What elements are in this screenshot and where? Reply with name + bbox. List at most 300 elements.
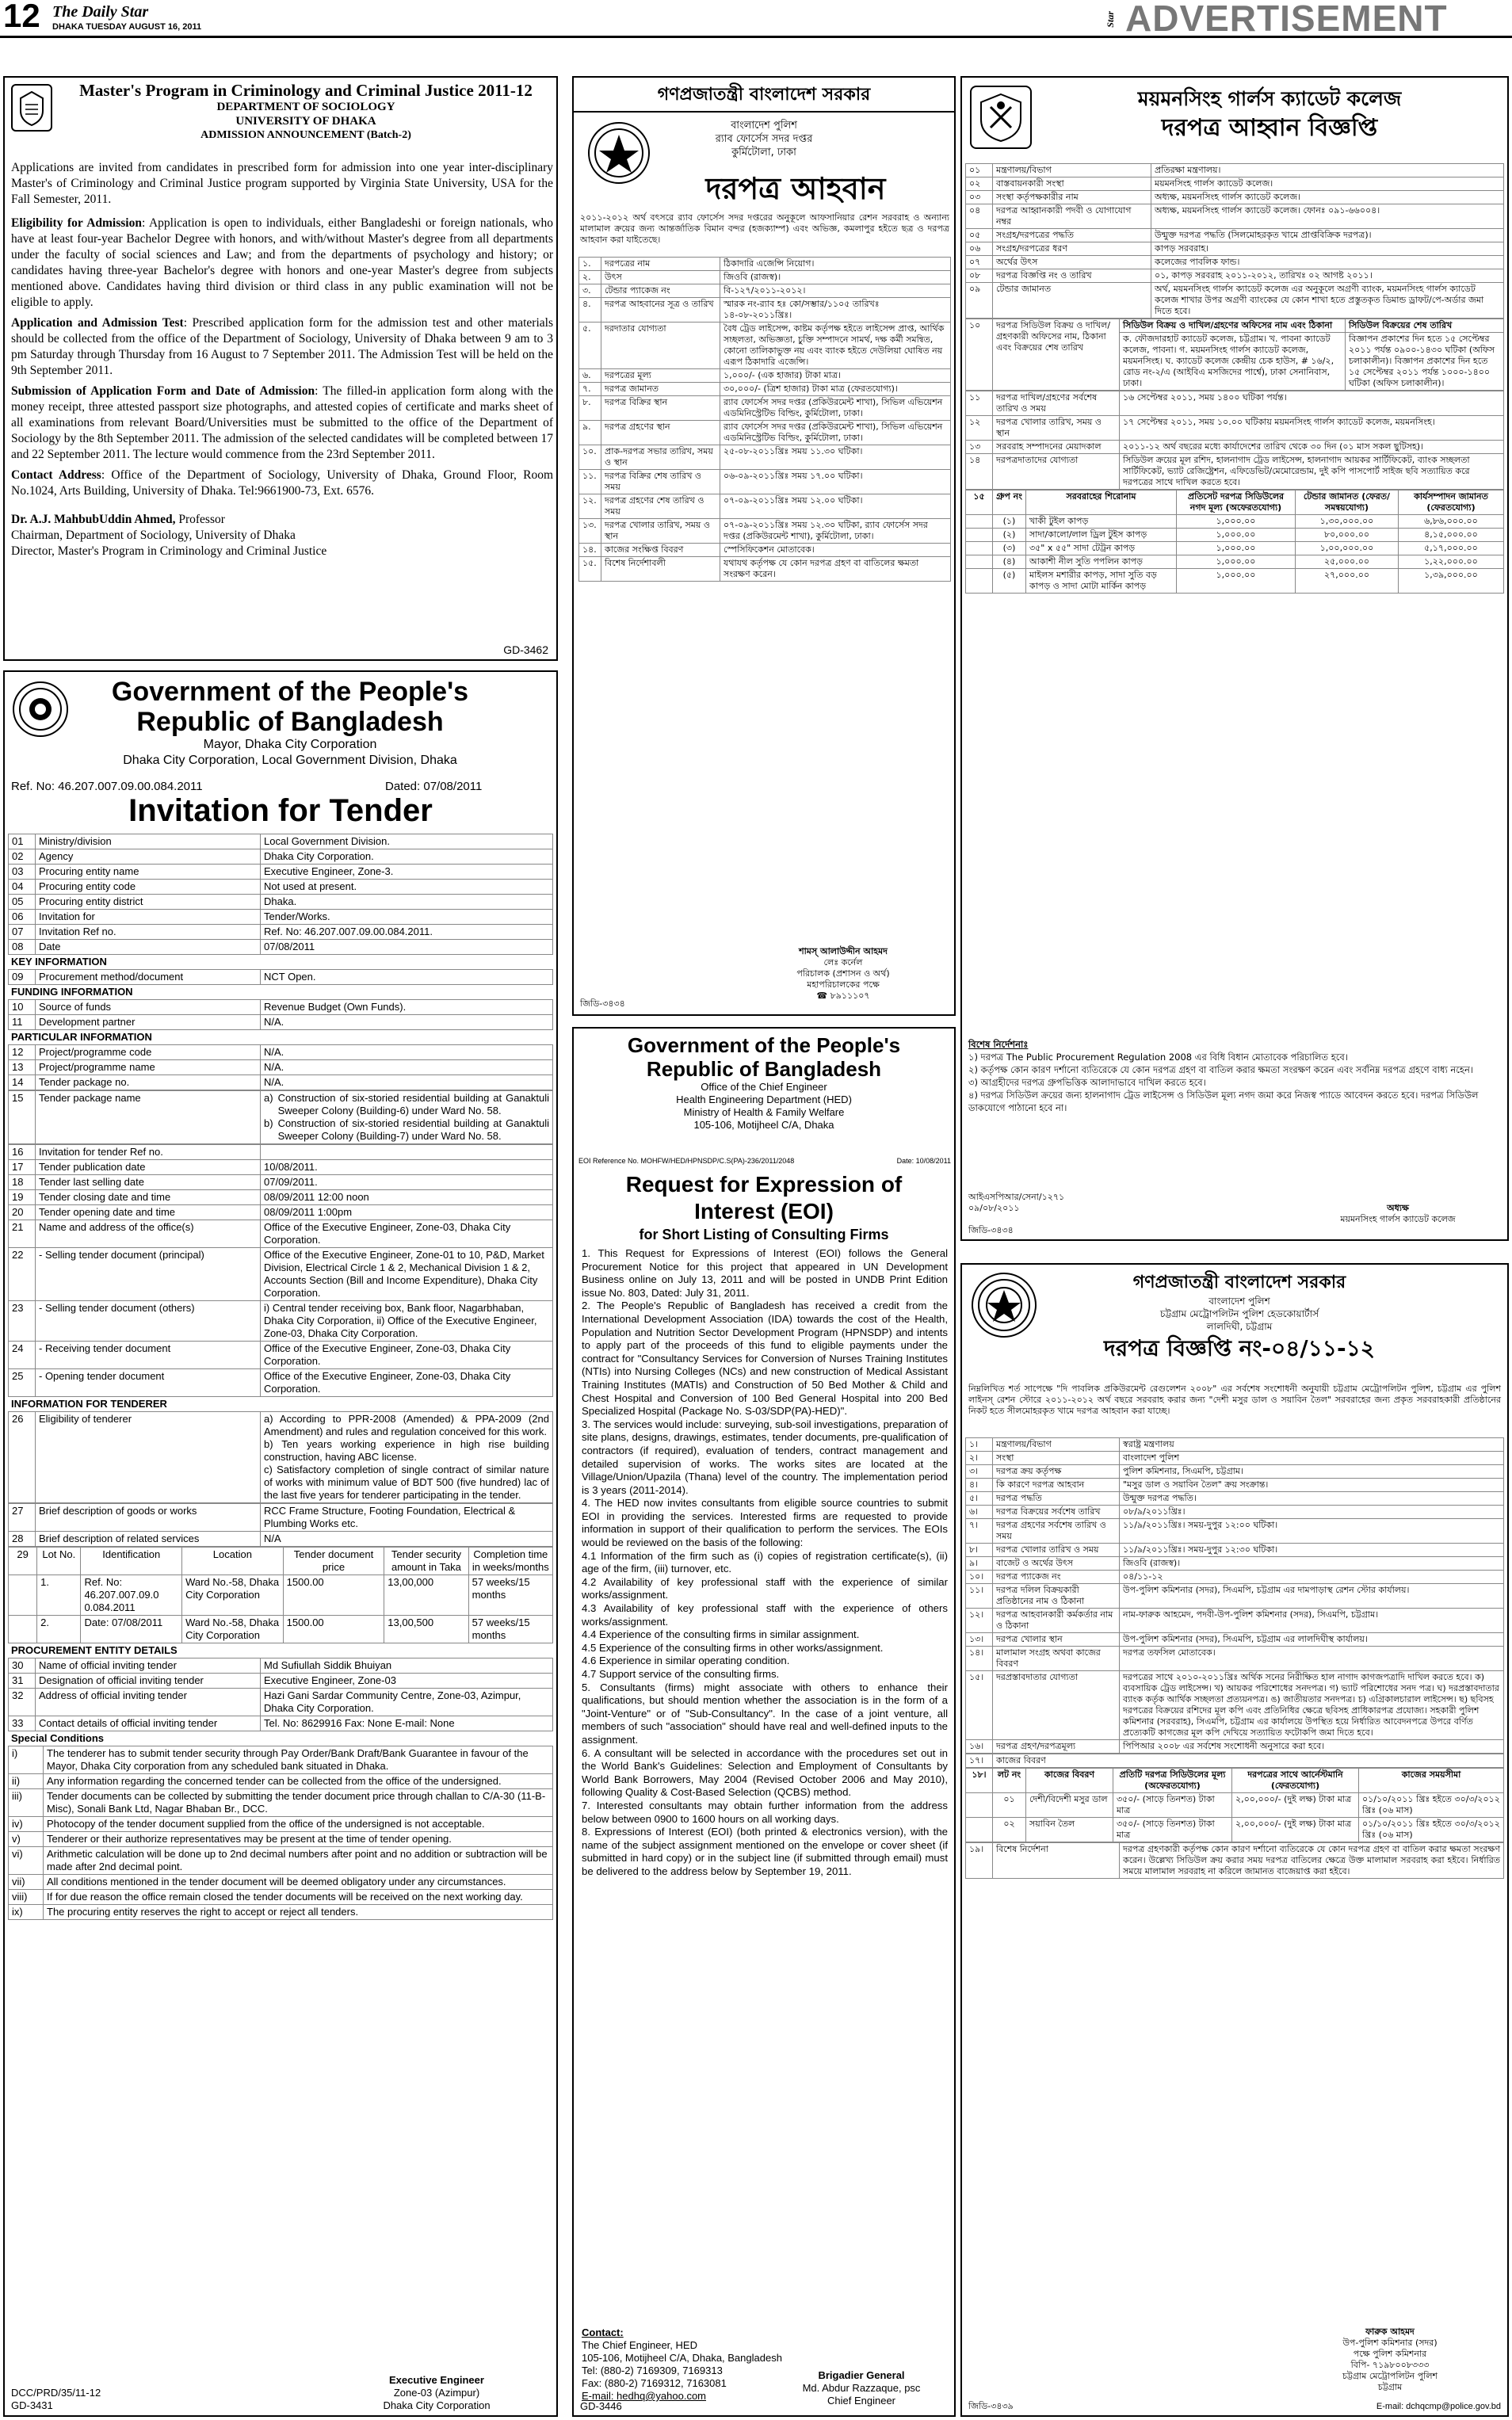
table-cell: ১৬ সেপ্টেম্বর ২০১১, সময় ১৪০০ ঘটিকা পর্যন্ত।: [1120, 391, 1504, 416]
table-cell: ৫,১৭,০০০.০০: [1399, 542, 1504, 555]
table-cell: ৩।: [966, 1465, 993, 1479]
special-heading: বিশেষ নির্দেশনাঃ: [968, 1039, 1029, 1050]
table-cell: দরপত্র খোলার স্থান: [993, 1633, 1120, 1647]
table-cell: 16: [9, 1145, 36, 1160]
table-cell: উন্মুক্ত দরপত্র পদ্ধতি।: [1120, 1492, 1504, 1506]
university-logo-icon: [11, 84, 52, 132]
table-cell: Name and address of the office(s): [36, 1220, 261, 1248]
table-row: [966, 441, 1504, 454]
signatory-org: চট্টগ্রাম মেট্রোপলিটন পুলিশ: [1342, 2371, 1438, 2381]
table-cell: 07: [9, 925, 36, 940]
table-cell: বিশেষ নির্দেশাবলী: [601, 557, 720, 582]
table-row: [9, 1716, 553, 1731]
table-cell: 08: [9, 940, 36, 955]
table-cell: ১,০০০.০০: [1177, 542, 1296, 555]
ad-title: Master's Program in Criminology and Criminal Justice 2011-12: [79, 81, 533, 100]
eoi-paragraph: 4.2 Availability of key professional staff with the experience of similar works/assignment.: [582, 1575, 948, 1601]
tender-package-row: 15 Tender package name a) Construction of six-storied residential building at Ganaktuli Sweeper Colony (Building-6) under Ward No. 58. b) Construction of six-storied residential building at Ganaktuli Sweeper Colony (Building-7) under Ward No. 58.: [8, 1090, 553, 1144]
table-cell: ২.: [579, 271, 601, 284]
table-cell: ৯.: [579, 421, 601, 445]
table-cell: দরপত্র আহবানের সূত্র ও তারিখ: [601, 298, 720, 323]
table-cell: 23: [9, 1301, 36, 1342]
ref-number: Ref. No: 46.207.007.09.00.084.2011: [11, 780, 203, 793]
tender-table-e: [8, 1144, 553, 1397]
table-cell: Arithmetic calculation will be done up to 2nd decimal numbers after point and no addition or subtraction will be made after 2nd decimal point.: [44, 1847, 553, 1875]
table-cell: Invitation Ref no.: [36, 925, 261, 940]
table-cell: Date: 07/08/2011: [81, 1616, 182, 1643]
table-cell: Office of the Executive Engineer, Zone-03, Dhaka City Corporation.: [261, 1220, 553, 1248]
table-cell: ২৫-০৮-২০১১খ্রিঃ সময় ১১.৩০ ঘটিকা।: [720, 445, 951, 470]
table-row: [966, 529, 1504, 542]
special-note: ৪) দরপত্র সিডিউল ক্রয়ের জন্য হালনাগাদ ট্রেড লাইসেন্স ও সিডিউল মূল্য নগদ জমা করে নিজস্ব প্যাডে আবেদন করতে হবে। দরপত্র সিডিউল ডাকযোগে পাঠানো হবে না।: [968, 1090, 1479, 1113]
table-cell: বাংলাদেশ পুলিশ: [1120, 1452, 1504, 1465]
table-cell: (২): [993, 529, 1026, 542]
table-cell: (৩): [993, 542, 1026, 555]
table-cell: অর্থের উৎস: [993, 256, 1151, 269]
table-row: [966, 177, 1504, 191]
table-row: [579, 519, 951, 544]
table-cell: Invitation for: [36, 910, 261, 925]
table-row: [9, 865, 553, 880]
table-row: [966, 555, 1504, 569]
table-cell: Revenue Budget (Own Funds).: [261, 1000, 553, 1015]
table-cell: ১২.: [579, 494, 601, 519]
table-cell: ০৫: [966, 229, 993, 242]
table-cell: Md Sufiullah Siddik Bhuiyan: [261, 1659, 553, 1674]
address-line: 105-106, Motijheel C/A, Dhaka: [693, 1119, 834, 1131]
corp-line: Dhaka City Corporation, Local Government Division, Dhaka: [123, 754, 457, 767]
table-row: [966, 1671, 1504, 1740]
table-row: [9, 1145, 553, 1160]
table-cell: দরপত্র প্যাকেজ নং: [993, 1571, 1120, 1584]
notice-heading: দরপত্র আহ্বান বিজ্ঞপ্তি: [1161, 114, 1378, 142]
table-cell: Brief description of goods or works: [36, 1504, 261, 1532]
signatory-title: Chairman, Department of Sociology, University of Dhaka: [11, 529, 296, 542]
table-cell: Ref. No: 46.207.007.09.0 0.084.2011: [81, 1575, 182, 1616]
table-cell: Tender package no.: [36, 1075, 261, 1090]
newspaper-name: The Daily Star: [52, 3, 149, 21]
table-cell: ২৭,০০০.০০: [1296, 569, 1399, 594]
table-cell: ০৩: [966, 191, 993, 204]
table-cell: বি-১২৭/২০১১-২০১২।: [720, 284, 951, 298]
table-cell: [966, 569, 993, 594]
table-cell: Project/programme code: [36, 1045, 261, 1060]
table-cell: স্বরাষ্ট্র মন্ত্রণালয়: [1120, 1438, 1504, 1452]
tender-table-g: [8, 1658, 553, 1731]
table-row: [966, 1609, 1504, 1633]
notice-heading: দরপত্র বিজ্ঞপ্তি নং-০৪/১১-১২: [1104, 1335, 1375, 1361]
table-cell: 19: [9, 1190, 36, 1205]
table-cell: i) Central tender receiving box, Bank floor, Nagarbhaban, Dhaka City Corporation, ii) Office of the Executive Engineer, Zone-03, Dhaka City Corporation.: [261, 1301, 553, 1342]
table-cell: NCT Open.: [261, 970, 553, 985]
table-cell: [966, 542, 993, 555]
table-cell: ০৭-০৯-২০১১খ্রিঃ সময় ১২.০০ ঘটিকা।: [720, 494, 951, 519]
table-cell: ১৫.: [579, 557, 601, 582]
table-row: [579, 271, 951, 284]
table-cell: 14: [9, 1075, 36, 1090]
table-cell: ৪।: [966, 1479, 993, 1492]
table-cell: 1500.00: [283, 1616, 384, 1643]
star-logo: Star: [1105, 11, 1116, 28]
table-cell: ৫।: [966, 1492, 993, 1506]
table-row: [966, 1584, 1504, 1609]
table-cell: ১০।: [966, 1571, 993, 1584]
table-cell: দরপত্র তফসিল মোতাবেক।: [1120, 1647, 1504, 1671]
signatory-title: Chief Engineer: [827, 2395, 895, 2407]
special-note: ২) কর্তৃপক্ষ কোন কারণ দর্শানো ব্যতিরেকে যে কোন দরপত্র গ্রহণ বা বাতিল করার ক্ষমতা সংরক্ষণ করেন এবং সর্বনিম্ন দরপত্র গ্রহণে বাধ্য নহেন।: [968, 1064, 1473, 1075]
table-cell: জিওবি (রাজস্ব)।: [1120, 1557, 1504, 1571]
table-row: [966, 1571, 1504, 1584]
table-cell: উপ-পুলিশ কমিশনার (সদর), সিএমপি, চট্টগ্রাম এর লালদিঘীস্থ কার্যালয়।: [1120, 1633, 1504, 1647]
table-cell: (৫): [993, 569, 1026, 594]
table-cell: 02: [9, 849, 36, 865]
intro-paragraph: Applications are invited from candidates in prescribed form for admission into one year inter-disciplinary Master's of Criminology and Criminal Justice program supported by Virginia State University, USA for the Fall Semester, 2011.: [11, 161, 553, 206]
section-title: ADVERTISEMENT: [1125, 0, 1448, 39]
office-line: Office of the Chief Engineer: [701, 1081, 827, 1093]
table-row: [966, 256, 1504, 269]
police-emblem-icon: [972, 1273, 1037, 1338]
table-cell: দরদাতার যোগ্যতা: [601, 323, 720, 369]
table-cell: ০৪/১১-১২: [1120, 1571, 1504, 1584]
table-cell: সয়াবিন তৈল: [1026, 1818, 1113, 1842]
signatory-behalf: মহাপরিচালকের পক্ষে: [807, 979, 880, 990]
contact-fax: Fax: (880-2) 7169312, 7163081: [582, 2377, 727, 2389]
table-row: [966, 1452, 1504, 1465]
table-row: [9, 1847, 553, 1875]
table-cell: Source of funds: [36, 1000, 261, 1015]
table-cell: Tender documents can be collected by submitting the tender document price through challan to C/A-30 (11-B-Misc), Sonali Bank Ltd, Nagar Bhaban Br., DCC.: [44, 1789, 553, 1817]
table-cell: দরপ্রস্তাবদাতার যোগ্যতা: [993, 1671, 1120, 1740]
table-cell: Ward No.-58, Dhaka City Corporation: [182, 1575, 284, 1616]
table-row: [9, 834, 553, 849]
table-cell: ৬।: [966, 1506, 993, 1519]
table-cell: অধ্যক্ষ, ময়মনসিংহ গার্লস ক্যাডেট কলেজ। ফোনঃ ০৯১-৬৬০০৪।: [1151, 204, 1504, 229]
signatory-zone: Zone-03 (Azimpur): [393, 2387, 480, 2399]
table-cell: ৭.: [579, 383, 601, 396]
phone-line: ☎ ৮৯১১১০৭: [816, 991, 870, 1001]
table-row: [966, 1465, 1504, 1479]
table-cell: Local Government Division.: [261, 834, 553, 849]
table-cell: Dhaka.: [261, 895, 553, 910]
dcc-tender-ad: [3, 670, 558, 2417]
table-cell: ০৭: [966, 256, 993, 269]
table-cell: 13,00,000: [384, 1575, 468, 1616]
table-cell: টেন্ডার প্যাকেজ নং: [601, 284, 720, 298]
table-cell: দরপত্র গ্রহণের শেষ তারিখ ও সময়: [601, 494, 720, 519]
table-cell: Project/programme name: [36, 1060, 261, 1075]
table-cell: 07/08/2011: [261, 940, 553, 955]
table-row: [9, 1220, 553, 1248]
table-cell: বাস্তবায়নকারী সংস্থা: [993, 177, 1151, 191]
gd-number: GD-3446: [580, 2400, 622, 2412]
table-row: [966, 1438, 1504, 1452]
signatory-name: শামস্ আলাউদ্দীন আহমদ: [799, 946, 888, 956]
table-cell: 1.: [37, 1575, 81, 1616]
signatory-name: Md. Abdur Razzaque, psc: [802, 2382, 921, 2394]
table-cell: ০১/১০/২০১১ খ্রিঃ হইতে ৩০/৩/২০১২ খ্রিঃ (০৬ মাস): [1359, 1818, 1504, 1842]
table-cell: ১৪: [966, 454, 993, 490]
table-cell: নাম-ফারুক আহমেদ, পদবী-উপ-পুলিশ কমিশনার (সদর), সিএমপি, চট্টগ্রাম।: [1120, 1609, 1504, 1633]
contact-email[interactable]: E-mail: dchqcmp@police.gov.bd: [1376, 2402, 1501, 2411]
title-banner: গণপ্রজাতন্ত্রী বাংলাদেশ সরকার: [574, 78, 954, 113]
eoi-paragraph: 3. The services would include: surveying, sub-soil investigations, preparation of site plans, designs, drawings, estimates, tender documents, pre-qualification of contractors (if required), evaluation of tenders, contract management and detailed supervision of works. The works sites are located at the Village/Union/Upazila (Thana) level of the country. The implementation period is 3 years (2011-2014).: [582, 1418, 948, 1496]
table-row: [966, 1519, 1504, 1544]
table-row: [966, 242, 1504, 256]
table-cell: ii): [9, 1774, 44, 1789]
signatory-rank: উপ-পুলিশ কমিশনার (সদর): [1342, 2338, 1438, 2348]
table-cell: ১১।: [966, 1584, 993, 1609]
phone-icon: ☎: [816, 991, 830, 1001]
cadet-table-a: [965, 163, 1504, 319]
contact-tel: Tel: (880-2) 7169309, 7169313: [582, 2365, 723, 2376]
table-row: [9, 1875, 553, 1890]
table-cell: দরপত্র দাখিল/গ্রহণের সর্বশেষ তারিখ ও সময়: [993, 391, 1120, 416]
table-cell: বৈধ ট্রেড লাইসেন্স, কাষ্টম কর্তৃপক্ষ হইতে লাইসেন্স প্রাপ্ত, আর্থিক সচ্ছলতা, অভিজ্ঞতা, চুক্তি সম্পাদনে সামর্থ, দক্ষ কর্মী সমন্বিত, কোনো তালিকাভুক্ত নয় এবং ব্যাংক হইতে দেউলিয়া ঘোষিত নয় এরূপ ঠিকাদারি এজেন্সি।: [720, 323, 951, 369]
table-cell: Office of the Executive Engineer, Zone-03, Dhaka City Corporation.: [261, 1369, 553, 1397]
table-cell: ২০১১-১২ অর্থ বছরের মধ্যে কার্যাদেশের তারিখ থেকে ৩০ দিন (০১ মাস সকল ছুটিসহ)।: [1120, 441, 1504, 454]
table-row: [9, 1674, 553, 1689]
table-cell: N/A.: [261, 1015, 553, 1030]
table-cell: iv): [9, 1817, 44, 1832]
table-cell: vi): [9, 1847, 44, 1875]
contact-address: 105-106, Motijheel C/A, Dhaka, Bangladesh: [582, 2352, 782, 2364]
table-row: [9, 1015, 553, 1030]
table-cell: কলেজের পাবলিক ফান্ড।: [1151, 256, 1504, 269]
table-cell: সিডিউল ক্রয়ের মূল রশিদ, হালনাগাদ ট্রেড লাইসেন্স, হালনাগাদ আয়কর সার্টিফিকেট, ব্যাংক সচ্ছলতা সার্টিফিকেট, ভ্যাট রেজিষ্ট্রেশন, এফিডেভিট/মেমোরেন্ডাম, দুই কপি পাসপোর্ট সাইজ ছবি সত্যায়িত করে দরপত্রের সাথে দাখিল করতে হবে।: [1120, 454, 1504, 490]
table-cell: (১): [993, 515, 1026, 529]
table-cell: ০৯: [966, 283, 993, 319]
table-cell: ১১/৯/২০১১খ্রিঃ। সময়-দুপুর ১২:৩০ ঘটিকা।: [1120, 1544, 1504, 1557]
table-cell: Procuring entity name: [36, 865, 261, 880]
table-row: [966, 1506, 1504, 1519]
table-row: [9, 1774, 553, 1789]
table-row: [579, 369, 951, 383]
intro-paragraph: ২০১১-২০১২ অর্থ বৎসরে র‍্যাব ফোর্সেস সদর দপ্তরের অনুকূলে আফসানিয়ার রেশন সরবরাহ ও অন্যান্য মালামাল ক্রয়ের জন্য আন্তর্জাতিক বিমান বন্দর (হজক্যাম্প) এবং অভিজ্ঞ, কমলাপুর হইতে ছত্র ও দরপত্র আহবান করা যাইতেছে।: [580, 212, 949, 245]
announcement: ADMISSION ANNOUNCEMENT (Batch-2): [200, 129, 411, 141]
signatory-title: Executive Engineer: [389, 2374, 484, 2386]
table-cell: ২।: [966, 1452, 993, 1465]
table-cell: Dhaka City Corporation.: [261, 849, 553, 865]
gd-number: জিডি-৩৪৩৪: [968, 1225, 1014, 1235]
criminology-admission-ad: [3, 76, 558, 661]
rab-tender-ad: [572, 76, 956, 1016]
table-cell: Agency: [36, 849, 261, 865]
notice-date: ০৯/০৮/২০১১: [968, 1203, 1020, 1213]
signatory: Dr. A.J. MahbubUddin Ahmed, Professor: [11, 513, 225, 526]
table-cell: 2.: [37, 1616, 81, 1643]
table-cell: Tender publication date: [36, 1160, 261, 1175]
table-cell: ১,৩৯,০০০.০০: [1399, 569, 1504, 594]
table-cell: 57 weeks/15 months: [468, 1575, 552, 1616]
table-cell: ১,০০০/- (এক হাজার) টাকা মাত্র।: [720, 369, 951, 383]
table-row: [9, 970, 553, 985]
signatory-role: Director, Master's Program in Criminology and Criminal Justice: [11, 544, 327, 558]
table-cell: Not used at present.: [261, 880, 553, 895]
ministry-line: Ministry of Health & Family Welfare: [683, 1106, 845, 1118]
table-cell: 04: [9, 880, 36, 895]
table-cell: ১৩.: [579, 519, 601, 544]
submission-paragraph: Submission of Application Form and Date of Admission: The filled-in application form along with the money receipt, three attested passport size photographs, and attested copies of certificate and marks sheet of all examinations from relevant Board/Universities must be submitted to the office of the Department of Sociology by the 8th September 2011. The admission of the selected candidates will be completed between 17 and 22 September 2011. The lecture would commence from the 23rd September 2011.: [11, 384, 553, 461]
table-row: [966, 1740, 1504, 1754]
table-cell: Office of the Executive Engineer, Zone-01 to 10, P&D, Market Division, Electrical Circle 1 & 2, Mechanical Division 1 & 2, Accounts Section (Bill and Income Expenditure), Dhaka City Corporation.: [261, 1248, 553, 1301]
college-name: ময়মনসিংহ গার্লস ক্যাডেট কলেজ: [1137, 87, 1402, 110]
table-cell: ০১, কাপড় সরবরাহ ২০১১-২০১২, তারিখঃ ০২ আগষ্ট ২০১১।: [1151, 269, 1504, 283]
table-row: [9, 1205, 553, 1220]
gov-title-2: Republic of Bangladesh: [646, 1057, 882, 1081]
table-cell: 08/09/2011 12:00 noon: [261, 1190, 553, 1205]
eoi-date: Date: 10/08/2011: [896, 1157, 951, 1165]
government-seal-icon: [13, 681, 68, 737]
eoi-heading-1: Request for Expression of: [625, 1172, 903, 1197]
table-cell: Tender/Works.: [261, 910, 553, 925]
tender-heading: Invitation for Tender: [128, 793, 433, 828]
table-cell: সংগ্রহ/দরপত্রের পদ্ধতি: [993, 229, 1151, 242]
contact-email[interactable]: E-mail: hedhq@yahoo.com: [582, 2390, 706, 2402]
table-cell: Name of official inviting tender: [36, 1659, 261, 1674]
table-cell: ১৭ সেপ্টেম্বর ২০১১, সময় ১০.০০ ঘটিকায় ময়মনসিংহ গার্লস ক্যাডেট কলেজ, ময়মনসিংহ।: [1120, 416, 1504, 441]
admission-test-paragraph: Application and Admission Test: Prescribed application form for the admission test and other materials should be collected from the office of the Department of Sociology, University of Dhaka between 9 am to 3 pm Saturday through Thursday from 16 August to 7 September 2011. The Admission Test will be held on the 9th September 2011.: [11, 316, 553, 377]
table-cell: 03: [9, 865, 36, 880]
table-cell: ৬.: [579, 369, 601, 383]
eoi-paragraph: 2. The People's Republic of Bangladesh has received a credit from the International Development Association (IDA) towards the cost of the Health, Population and Nutrition Sector Development Program (HPNSDP) and intents to apply part of the proceeds of this fund to eligible payments under the contract for "Consultancy Services for Conversion of Nurses Training Institutes (NTIs) into Nursing Colleges (NCs) and new construction of Medical Assistant Training Institutes (MATIs) and Construction of 50 Bed Mother & Child and Chest Hospital and Conversion of 100 Bed General Hospital into 200 Bed Specialized Hospital (Package No. S-03/SDP(PA)-HED)".: [582, 1300, 948, 1418]
table-cell: দরপত্রের নাম: [601, 258, 720, 271]
tender-table-c: [8, 999, 553, 1030]
special-note: ১) দরপত্র The Public Procurement Regulation 2008 এর বিধি বিধান মোতাবেক পরিচালিত হবে।: [968, 1052, 1348, 1063]
table-cell: Invitation for tender Ref no.: [36, 1145, 261, 1160]
table-cell: Executive Engineer, Zone-03: [261, 1674, 553, 1689]
table-cell: ১৪.: [579, 544, 601, 557]
table-row: [579, 470, 951, 494]
table-cell: 01: [9, 834, 36, 849]
eligibility-row: 26 Eligibility of tenderer a) According to PPR-2008 (Amended) & PPA-2009 (2nd Amendment) and rules and regulation conceived for this work. b) Ten years working experience in high rise building construction, having ABC license. c) Satisfactory completion of single contract of similar nature of works with minimum value of BDT 500 (five hundred) lac of the last five years for tenderer participating in the tender.: [8, 1411, 553, 1503]
table-cell: প্রতিরক্ষা মন্ত্রণালয়।: [1151, 164, 1504, 177]
table-cell: দরপত্র বিক্রির স্থান: [601, 396, 720, 421]
eligibility-paragraph: Eligibility for Admission: Application is open to individuals, either Bangladeshi or foreign nationals, who have at least four-year Bachelor Degree with honors, and with/without Master's degree from all departments under the faculty of social sciences and Law; and from the departments of psychology and history; or candidates having three-year Bachelor's degree with honors and one-year Master's degree from subjects mentioned above. Candidates having third division or third class in any public examination will not be eligible to apply.: [11, 216, 553, 309]
table-cell: ৩৫" x ৫৫" সাদা টেট্রন কাপড়: [1026, 542, 1177, 555]
table-cell: অধ্যক্ষ, ময়মনসিংহ গার্লস ক্যাডেট কলেজ।: [1151, 191, 1504, 204]
table-row: [966, 515, 1504, 529]
table-cell: 17: [9, 1160, 36, 1175]
table-row: [9, 849, 553, 865]
contact-heading: Contact:: [582, 2326, 624, 2338]
hed-eoi-ad: [572, 1027, 956, 2417]
table-row: [9, 1190, 553, 1205]
cadet-table-b: [965, 391, 1504, 490]
table-cell: দরপত্র দলিল বিক্রয়কারী প্রতিষ্ঠানের নাম ও ঠিকানা: [993, 1584, 1120, 1609]
table-row: [579, 445, 951, 470]
table-cell: Executive Engineer, Zone-3.: [261, 865, 553, 880]
gov-title-2: Republic of Bangladesh: [136, 707, 444, 737]
table-cell: ০১/১০/২০১১ খ্রিঃ হইতে ৩০/৩/২০১২ খ্রিঃ (০৬ মাস): [1359, 1793, 1504, 1818]
eoi-paragraph: 4.3 Availability of key professional staff with the experience of others works/assignment.: [582, 1602, 948, 1628]
table-cell: 57 weeks/15 months: [468, 1616, 552, 1643]
table-cell: The procuring entity reserves the right to accept or reject all tenders.: [44, 1905, 553, 1920]
table-row: [966, 1492, 1504, 1506]
table-cell: ৩০,০০০/- (ত্রিশ হাজার) টাকা মাত্র (ফেরতযোগ্য)।: [720, 383, 951, 396]
table-cell: দরপত্র পদ্ধতি: [993, 1492, 1120, 1506]
signatory-title: অধ্যক্ষ: [1387, 1203, 1409, 1213]
table-cell: ১,০০০.০০: [1177, 569, 1296, 594]
table-cell: Any information regarding the concerned tender can be collected from the office of the undersigned.: [44, 1774, 553, 1789]
particular-heading: PARTICULAR INFORMATION: [11, 1031, 152, 1043]
eoi-subheading: for Short Listing of Consulting Firms: [639, 1227, 889, 1242]
cadet-college-crest-icon: [970, 86, 1032, 149]
table-cell: Hazi Gani Sardar Community Centre, Zone-03, Azimpur, Dhaka City Corporation.: [261, 1689, 553, 1716]
table-row: [9, 1616, 553, 1643]
table-cell: 28: [9, 1532, 36, 1547]
table-cell: সংগ্রহ/দরপত্রের ধরণ: [993, 242, 1151, 256]
table-cell: ১.: [579, 258, 601, 271]
table-cell: ১১/৯/২০১১খ্রিঃ। সময়-দুপুর ১২:০০ ঘটিকা।: [1120, 1519, 1504, 1544]
edition-date: DHAKA TUESDAY AUGUST 16, 2011: [52, 22, 202, 32]
table-cell: ০৮/৯/২০১১খ্রিঃ।: [1120, 1506, 1504, 1519]
eoi-body: [582, 1247, 948, 1879]
table-cell: দরপত্র বিজ্ঞপ্তি নং ও তারিখ: [993, 269, 1151, 283]
table-row: [9, 1175, 553, 1190]
table-row: [9, 1689, 553, 1716]
tender-table-b: [8, 969, 553, 985]
eoi-paragraph: 4.5 Experience of the consulting firms in other works/assignment.: [582, 1641, 884, 1654]
table-cell: দরপত্রদাতাদের যোগ্যতা: [993, 454, 1120, 490]
table-cell: 33: [9, 1716, 36, 1731]
table-row: [9, 1075, 553, 1090]
gd-number: জিডি-৩৪৩৪: [580, 998, 625, 1009]
contact-name: The Chief Engineer, HED: [582, 2339, 697, 2351]
table-cell: 05: [9, 895, 36, 910]
table-cell: অর্থ, ময়মনসিংহ গার্লস ক্যাডেট কলেজ এর অনুকূলে অগ্রণী ব্যাংক, ময়মনসিংহ গার্লস ক্যাডেট কলেজ শাখার উপর অগ্রণী ব্যাংকের যে কোন শাখা হতে প্রস্তুতকৃত ডিমান্ড ড্রাফট/পে-অর্ডার জমা দিতে হবে।: [1151, 283, 1504, 319]
table-cell: ix): [9, 1905, 44, 1920]
conditions-table: [8, 1746, 553, 1920]
table-row: [9, 1369, 553, 1397]
table-cell: দরপত্র গ্রহণের সর্বশেষ তারিখ ও সময়: [993, 1519, 1120, 1544]
table-cell: ০৮: [966, 269, 993, 283]
table-cell: উন্মুক্ত দরপত্র পদ্ধতি (সিলমোহরকৃত খামে প্রাপ্তবিক্রিক দরপত্র)।: [1151, 229, 1504, 242]
table-cell: ৮।: [966, 1544, 993, 1557]
table-cell: ১,২২,০০০.০০: [1399, 555, 1504, 569]
gd-number: GD-3462: [503, 643, 548, 656]
contact-paragraph: Contact Address: Office of the Department of Sociology, University of Dhaka, Ground Floor, Room No.1024, Arts Building, University of Dhaka. Tel:9661900-73, Ext. 6576.: [11, 468, 554, 498]
table-cell: 10/08/2011.: [261, 1160, 553, 1175]
table-cell: ১১: [966, 391, 993, 416]
table-row: [579, 284, 951, 298]
table-cell: ১৩।: [966, 1633, 993, 1647]
prd-code: DCC/PRD/35/11-12: [11, 2387, 101, 2399]
table-row: [9, 1832, 553, 1847]
table-cell: দরপত্র ক্রয় কর্তৃপক্ষ: [993, 1465, 1120, 1479]
table-cell: 27: [9, 1504, 36, 1532]
table-cell: "মসুর ডাল ও সয়াবিন তৈল" ক্রয় সংক্রান্ত।: [1120, 1479, 1504, 1492]
table-cell: দেশী/বিদেশী মসুর ডাল: [1026, 1793, 1113, 1818]
mayor-line: Mayor, Dhaka City Corporation: [203, 738, 377, 751]
table-cell: স্মারক নং-র‍্যাব হঃ কো/সম্ভার/১১০৫ তারিখঃ ১৪-০৮-২০১১খ্রিঃ।: [720, 298, 951, 323]
cmp-tender-table: [965, 1437, 1504, 1754]
signatory-org: ময়মনসিংহ গার্লস ক্যাডেট কলেজ: [1340, 1214, 1456, 1224]
table-cell: Photocopy of the tender document supplied from the office of the undersigned is not acceptable.: [44, 1817, 553, 1832]
table-cell: ৫.: [579, 323, 601, 369]
table-row: [579, 258, 951, 271]
table-cell: জিওবি (রাজস্ব)।: [720, 271, 951, 284]
table-row: [966, 283, 1504, 319]
table-cell: Tel. No: 8629916 Fax: None E-mail: None: [261, 1716, 553, 1731]
info-tenderer-heading: INFORMATION FOR TENDERER: [11, 1398, 167, 1410]
table-cell: সরবরাহ সম্পাদনের মেয়াদকাল: [993, 441, 1120, 454]
location-line: কুর্মিটোলা, ঢাকা: [731, 147, 796, 158]
table-row: [579, 421, 951, 445]
eoi-heading-2: Interest (EOI): [694, 1199, 834, 1223]
table-cell: - Receiving tender document: [36, 1342, 261, 1369]
table-cell: N/A.: [261, 1075, 553, 1090]
table-cell: ১।: [966, 1438, 993, 1452]
